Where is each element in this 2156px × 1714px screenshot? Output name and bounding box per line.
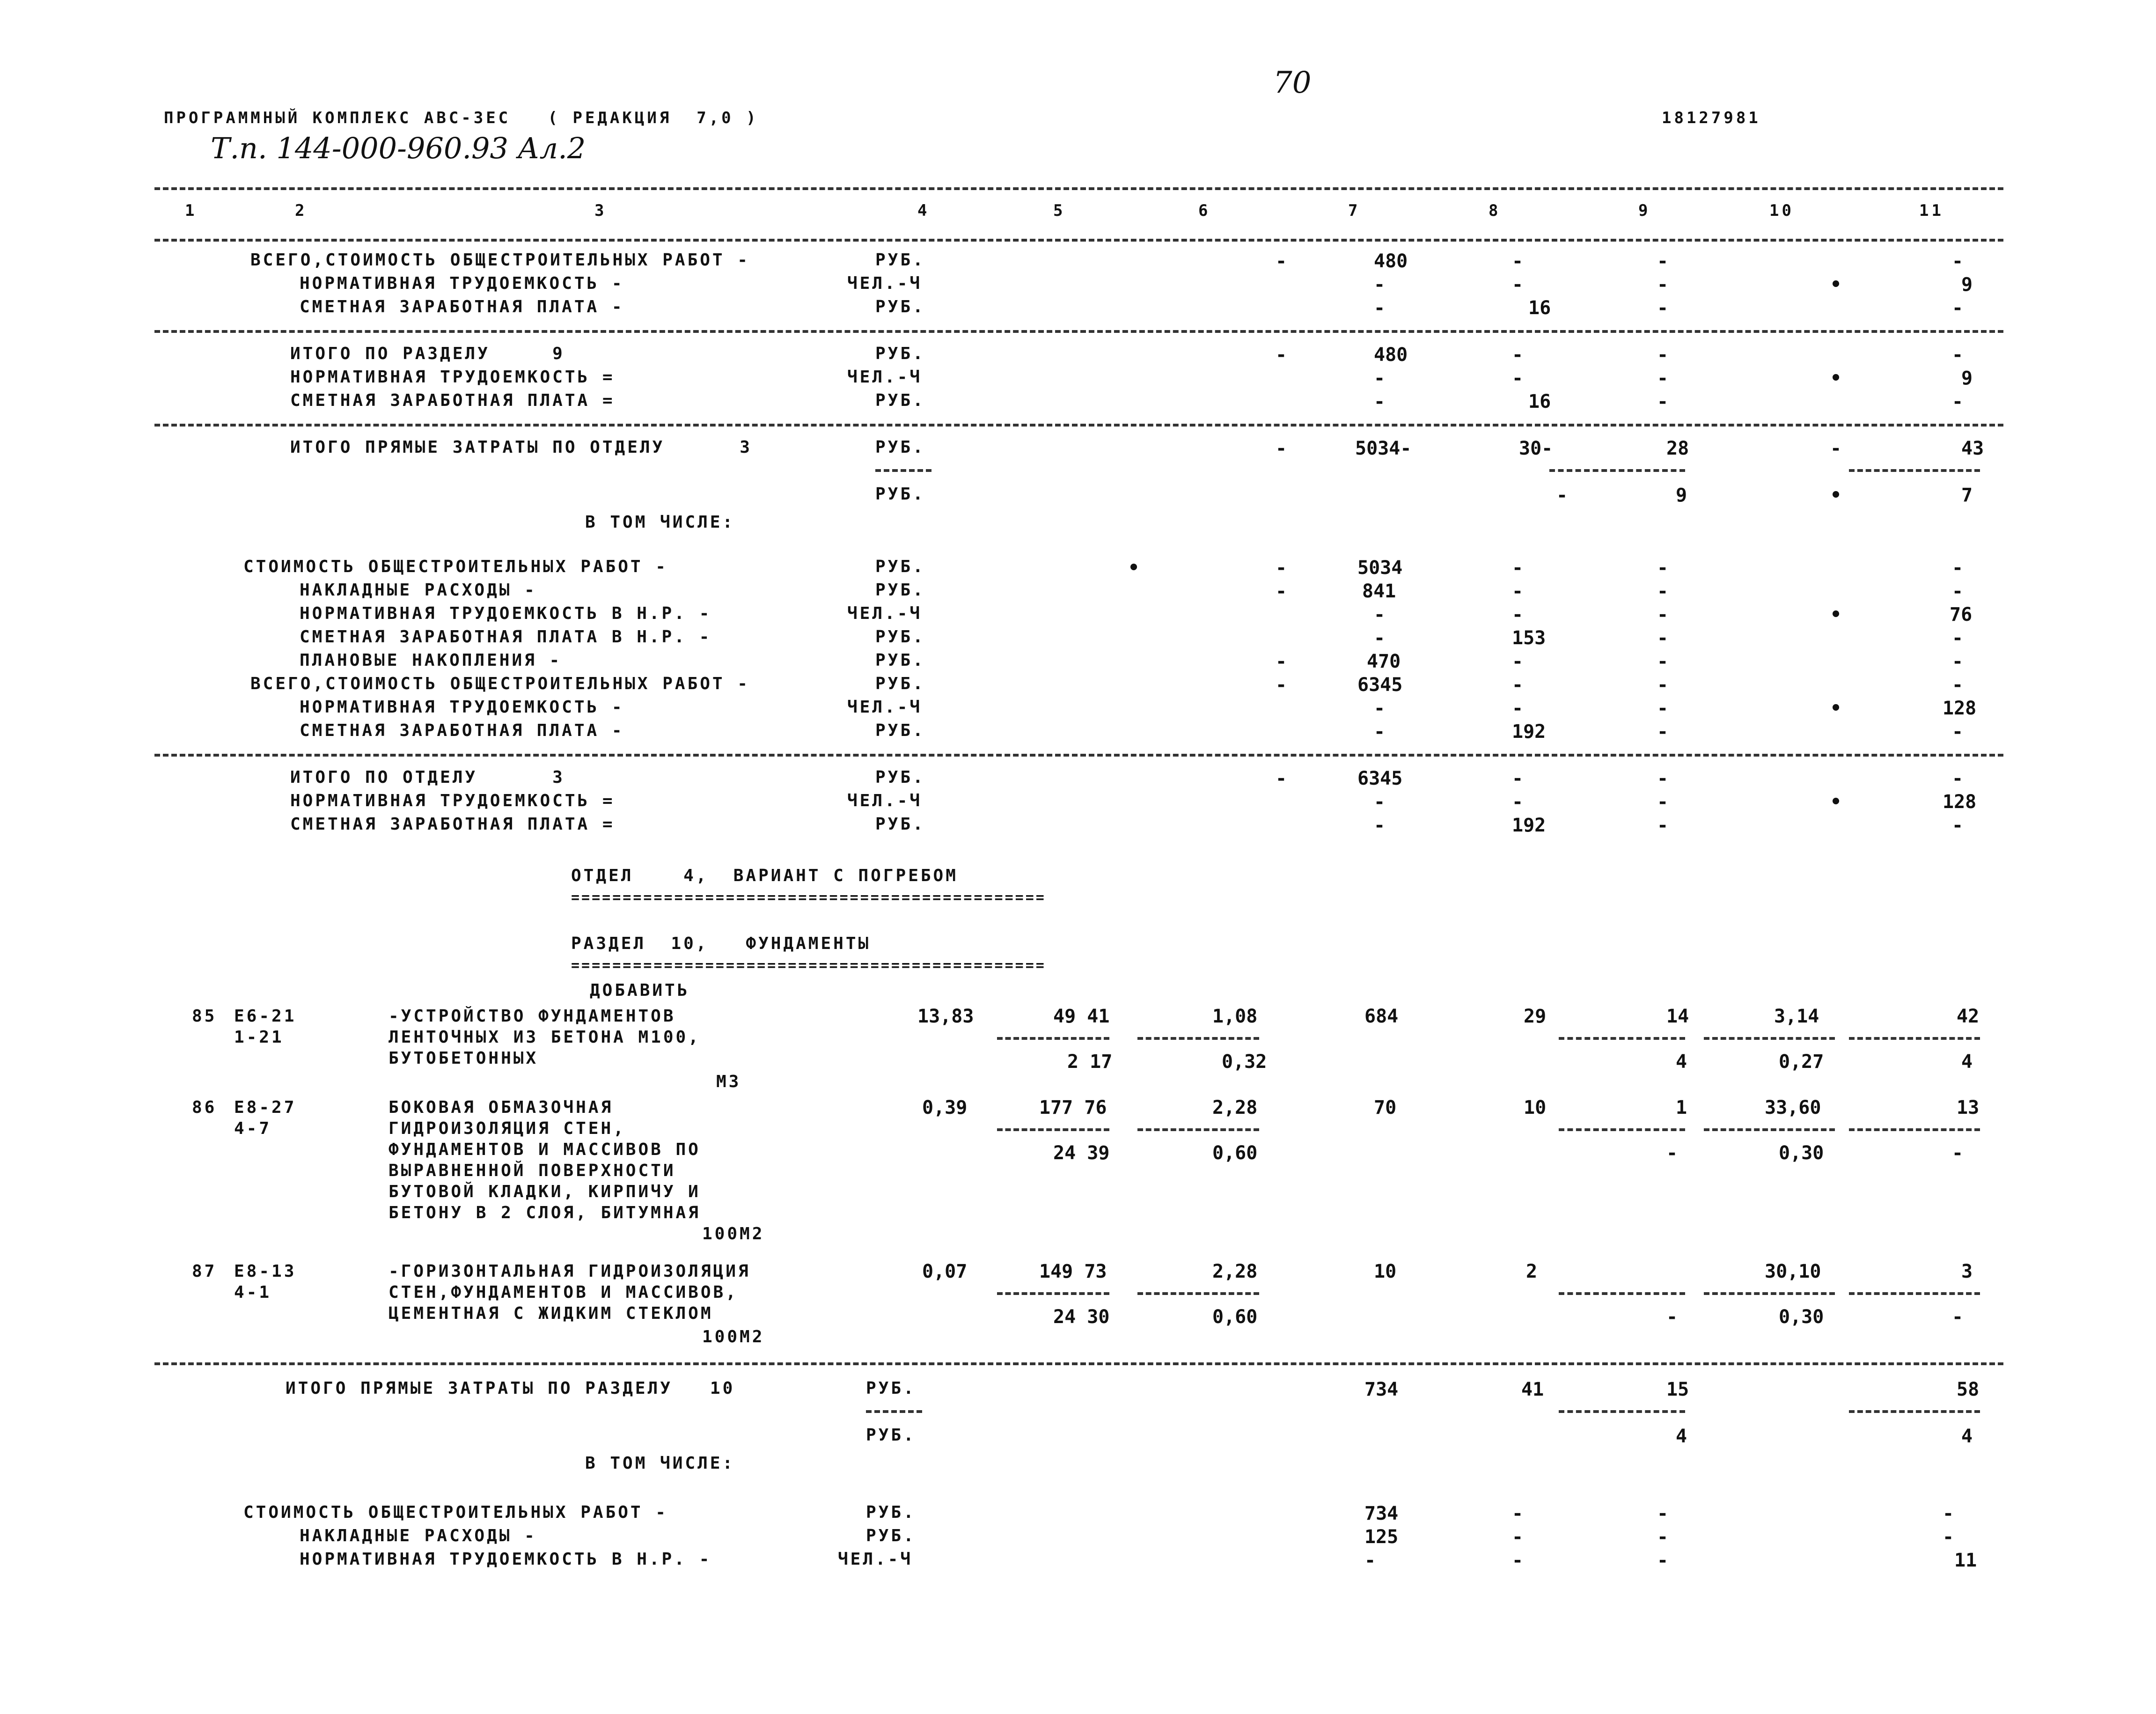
separator-line [997,1292,1109,1295]
cell-dash: - [1657,698,1669,719]
cell-c5: 24 39 [1053,1142,1110,1164]
item-description: -ГОРИЗОНТАЛЬНАЯ ГИДРОИЗОЛЯЦИЯ [389,1262,751,1281]
cell-c10: 33,60 [1765,1097,1821,1118]
cell-c4: 13,83 [917,1006,974,1027]
cell-dash: - [1657,791,1669,813]
cell-dash: - [1512,557,1524,579]
separator-line [1559,1292,1685,1295]
cell-dash: - [1512,581,1524,602]
row-label: СМЕТНАЯ ЗАРАБОТНАЯ ПЛАТА = [290,815,615,834]
cell-c10: 0,30 [1779,1142,1824,1164]
cell-dash: - [1657,627,1669,649]
cell-c11: 9 [1961,274,1973,295]
cell-dash: - [1952,768,1964,789]
cell-c11: 128 [1943,791,1977,813]
col-8: 8 [1489,201,1501,220]
cell-c7: 6345 [1357,768,1403,789]
cell-c4: 0,07 [922,1261,968,1282]
cell-dash: - [1374,297,1386,319]
cell-dash: - [1952,721,1964,743]
cell-dot: • [1830,368,1842,389]
row-unit: РУБ. [875,391,925,410]
cell-c7: 734 [1364,1379,1399,1400]
cell-dash: - [1276,651,1287,672]
cell-dash: - [1952,391,1964,412]
row-unit: ЧЕЛ.-Ч [847,604,923,623]
cell-c7: 684 [1364,1006,1399,1027]
cell-c6: 0,60 [1212,1306,1258,1328]
cell-dash: - [1657,1503,1669,1524]
row-unit: РУБ. [875,344,925,363]
cell-dash: - [1657,297,1669,319]
cell-dash: - [1952,1306,1964,1328]
row-unit: ЧЕЛ.-Ч [847,698,923,717]
cell-c9: 14 [1666,1006,1689,1027]
row-unit: РУБ. [875,721,925,740]
separator-line [1559,1037,1685,1040]
cell-dash: - [1364,1550,1376,1571]
cell-c7: 70 [1374,1097,1397,1118]
separator-line [1849,1292,1980,1295]
cell-c10: 0,27 [1779,1051,1824,1073]
row-unit: РУБ. [875,674,925,693]
cell-dash: - [1276,674,1287,696]
row-unit: РУБ. [875,815,925,834]
cell-dash: - [1952,250,1964,272]
cell-dash: - [1276,557,1287,579]
col-11: 11 [1919,201,1944,220]
cell-c11: 4 [1961,1426,1973,1447]
item-unit: 100М2 [702,1327,765,1346]
cell-c6: 1,08 [1212,1006,1258,1027]
row-label: НОРМАТИВНАЯ ТРУДОЕМКОСТЬ В Н.Р. - [300,604,712,623]
cell-c8: 2 [1526,1261,1538,1282]
cell-c7: 470 [1367,651,1401,672]
row-unit: РУБ. [866,1526,916,1545]
item-code-secondary: 4-1 [234,1283,272,1302]
cell-dash: - [1952,627,1964,649]
row-unit: ЧЕЛ.-Ч [847,791,923,810]
cell-dash: - [1276,581,1287,602]
cell-c9: 1 [1676,1097,1687,1118]
cell-dash: - [1512,368,1524,389]
cell-c7: 5034 [1357,557,1403,579]
row-label: НАКЛАДНЫЕ РАСХОДЫ - [300,581,537,600]
cell-c7: 125 [1364,1526,1399,1548]
row-label: СМЕТНАЯ ЗАРАБОТНАЯ ПЛАТА - [300,721,624,740]
cell-dash: - [1512,1550,1524,1571]
item-description: ФУНДАМЕНТОВ И МАССИВОВ ПО [389,1140,701,1159]
cell-dash: - [1276,250,1287,272]
row-label: СТОИМОСТЬ ОБЩЕСТРОИТЕЛЬНЫХ РАБОТ - [243,1503,668,1522]
cell-dash: - [1657,368,1669,389]
cell-dash: - [1374,604,1386,625]
item-description: ГИДРОИЗОЛЯЦИЯ СТЕН, [389,1119,626,1138]
separator-line [154,187,2003,190]
cell-c7: 5034- [1355,438,1412,459]
cell-dash: - [1556,485,1568,506]
row-label: НОРМАТИВНАЯ ТРУДОЕМКОСТЬ = [290,791,615,810]
row-unit: РУБ. [875,768,925,787]
item-number: 87 [192,1262,217,1281]
cell-dash: - [1657,1526,1669,1548]
cell-dash: - [1952,297,1964,319]
cell-c8: 30- [1519,438,1553,459]
row-unit: РУБ. [875,651,925,670]
cell-c7: 10 [1374,1261,1397,1282]
cell-c6: 0,32 [1222,1051,1267,1073]
cell-c5: 24 30 [1053,1306,1110,1328]
col-10: 10 [1769,201,1794,220]
col-4: 4 [917,201,930,220]
separator-line [1849,1037,1980,1040]
separator-line [1137,1292,1259,1295]
section-heading: РАЗДЕЛ 10, ФУНДАМЕНТЫ [571,934,871,953]
item-code-secondary: 4-7 [234,1119,272,1138]
cell-dot: • [1830,274,1842,295]
cell-dot: • [1128,557,1140,579]
cell-dash: - [1512,651,1524,672]
row-label: ИТОГО ПРЯМЫЕ ЗАТРАТЫ ПО ОТДЕЛУ 3 [290,438,752,457]
row-unit: РУБ. [866,1379,916,1398]
cell-c11: 43 [1961,438,1984,459]
item-code: Е8-27 [234,1098,297,1117]
cell-dash: - [1657,651,1669,672]
add-heading: ДОБАВИТЬ [590,981,690,1000]
item-description: БУТОБЕТОННЫХ [389,1049,539,1068]
row-unit: ЧЕЛ.-Ч [847,368,923,387]
cell-c11: 128 [1943,698,1977,719]
item-description: БУТОВОЙ КЛАДКИ, КИРПИЧУ И [389,1182,701,1201]
cell-dash: - [1374,791,1386,813]
separator-line [1137,1128,1259,1131]
item-description: ЛЕНТОЧНЫХ ИЗ БЕТОНА М100, [389,1028,701,1047]
department-heading: ОТДЕЛ 4, ВАРИАНТ С ПОГРЕБОМ [571,866,958,885]
cell-dot: • [1830,604,1842,625]
cell-dash: - [1666,1142,1678,1164]
separator-line [1137,1037,1259,1040]
separator-line [1559,1410,1685,1413]
cell-dash: - [1512,344,1524,366]
row-label: ВСЕГО,СТОИМОСТЬ ОБЩЕСТРОИТЕЛЬНЫХ РАБОТ - [250,674,750,693]
separator-line [875,469,931,472]
cell-dash: - [1952,581,1964,602]
separator-line [1559,1128,1685,1131]
cell-c11: 3 [1961,1261,1973,1282]
cell-c5: 49 41 [1053,1006,1110,1027]
col-7: 7 [1348,201,1361,220]
cell-dash: - [1657,391,1669,412]
row-label: ВСЕГО,СТОИМОСТЬ ОБЩЕСТРОИТЕЛЬНЫХ РАБОТ - [250,250,750,270]
cell-c11: 11 [1954,1550,1977,1571]
separator-line [997,1037,1109,1040]
cell-c8: 41 [1521,1379,1544,1400]
row-unit: РУБ. [875,250,925,270]
cell-dash: - [1374,627,1386,649]
cell-dash: - [1512,791,1524,813]
item-description: БОКОВАЯ ОБМАЗОЧНАЯ [389,1098,614,1117]
cell-dash: - [1952,674,1964,696]
cell-dot: • [1830,791,1842,813]
cell-dash: - [1657,815,1669,836]
cell-dash: - [1830,438,1842,459]
cell-c5: 149 73 [1039,1261,1107,1282]
cell-dash: - [1952,815,1964,836]
row-unit: РУБ. [875,581,925,600]
cell-c10: 30,10 [1765,1261,1821,1282]
row-unit: РУБ. [875,627,925,647]
cell-dash: - [1657,250,1669,272]
separator-line [1549,469,1685,472]
heading-underline: ============================================== [571,890,1046,906]
col-6: 6 [1198,201,1211,220]
separator-line [154,1362,2003,1365]
cell-dash: - [1666,1306,1678,1328]
cell-dash: - [1512,1503,1524,1524]
row-label: ИТОГО ПРЯМЫЕ ЗАТРАТЫ ПО РАЗДЕЛУ 10 [286,1379,735,1398]
item-description: ЦЕМЕНТНАЯ С ЖИДКИМ СТЕКЛОМ [389,1304,713,1323]
item-description: СТЕН,ФУНДАМЕНТОВ И МАССИВОВ, [389,1283,738,1302]
cell-dash: - [1374,815,1386,836]
cell-c11: 58 [1957,1379,1980,1400]
item-code-secondary: 1-21 [234,1028,284,1047]
cell-dash: - [1512,604,1524,625]
cell-c9: 4 [1676,1426,1687,1447]
row-label: НОРМАТИВНАЯ ТРУДОЕМКОСТЬ - [300,274,624,293]
item-unit: 100М2 [702,1224,765,1243]
cell-c11: 7 [1961,485,1973,506]
item-code: Е6-21 [234,1007,297,1026]
cell-dash: - [1657,604,1669,625]
cell-dash: - [1512,674,1524,696]
separator-line [1849,1128,1980,1131]
cell-dash: - [1943,1526,1954,1548]
including-label: В ТОМ ЧИСЛЕ: [585,513,735,532]
cell-dash: - [1657,1550,1669,1571]
row-label: НОРМАТИВНАЯ ТРУДОЕМКОСТЬ = [290,368,615,387]
cell-dash: - [1374,721,1386,743]
cell-c10: 0,30 [1779,1306,1824,1328]
cell-c7: 480 [1374,344,1408,366]
col-1: 1 [185,201,198,220]
cell-dash: - [1657,768,1669,789]
cell-dash: - [1374,391,1386,412]
cell-c8: 29 [1524,1006,1547,1027]
separator-line [1704,1037,1835,1040]
row-label: НОРМАТИВНАЯ ТРУДОЕМКОСТЬ В Н.Р. - [300,1550,712,1569]
row-unit: РУБ. [875,438,925,457]
cell-dash: - [1657,721,1669,743]
item-unit: М3 [716,1072,741,1091]
cell-dash: - [1374,698,1386,719]
cell-c8: 192 [1512,721,1546,743]
cell-c8: 153 [1512,627,1546,649]
document-id: 18127981 [1662,109,1761,127]
row-label: СМЕТНАЯ ЗАРАБОТНАЯ ПЛАТА В Н.Р. - [300,627,712,647]
row-label: НОРМАТИВНАЯ ТРУДОЕМКОСТЬ - [300,698,624,717]
cell-c8: 192 [1512,815,1546,836]
cell-c7: 6345 [1357,674,1403,696]
program-header: ПРОГРАММНЫЙ КОМПЛЕКС АВС-3ЕС ( РЕДАКЦИЯ 7,0 ) [164,109,759,127]
page-number: 70 [1273,66,1312,100]
cell-dash: - [1512,768,1524,789]
separator-line [866,1410,922,1413]
cell-c6: 2,28 [1212,1261,1258,1282]
cell-c11: 9 [1961,368,1973,389]
cell-dash: - [1943,1503,1954,1524]
cell-c7: 734 [1364,1503,1399,1524]
col-5: 5 [1053,201,1066,220]
cell-c9: 9 [1676,485,1687,506]
row-label: ИТОГО ПО РАЗДЕЛУ 9 [290,344,565,363]
cell-dash: - [1512,698,1524,719]
row-unit: ЧЕЛ.-Ч [838,1550,913,1569]
cell-dash: - [1657,557,1669,579]
separator-line [1849,1410,1980,1413]
separator-line [997,1128,1109,1131]
separator-line [1704,1292,1835,1295]
row-unit: РУБ. [875,485,925,504]
cell-dash: - [1657,581,1669,602]
col-9: 9 [1638,201,1651,220]
row-label: ПЛАНОВЫЕ НАКОПЛЕНИЯ - [300,651,562,670]
col-3: 3 [594,201,607,220]
cell-c7: 841 [1362,581,1396,602]
cell-c10: 3,14 [1774,1006,1819,1027]
cell-dash: - [1276,768,1287,789]
item-code: Е8-13 [234,1262,297,1281]
cell-c11: 4 [1961,1051,1973,1073]
cell-dash: - [1374,274,1386,295]
cell-dash: - [1657,344,1669,366]
cell-dash: - [1512,250,1524,272]
cell-c6: 0,60 [1212,1142,1258,1164]
cell-dot: • [1830,698,1842,719]
heading-underline: ============================================== [571,957,1046,974]
cell-c11: 42 [1957,1006,1980,1027]
cell-dash: - [1952,557,1964,579]
item-description: БЕТОНУ В 2 СЛОЯ, БИТУМНАЯ [389,1203,701,1222]
separator-line [1704,1128,1835,1131]
row-label: СМЕТНАЯ ЗАРАБОТНАЯ ПЛАТА - [300,297,624,316]
cell-c5: 2 17 [1067,1051,1113,1073]
cell-dash: - [1952,651,1964,672]
item-number: 85 [192,1007,217,1026]
row-label: ИТОГО ПО ОТДЕЛУ 3 [290,768,565,787]
cell-dash: - [1374,368,1386,389]
cell-dot: • [1830,485,1842,506]
cell-dash: - [1657,674,1669,696]
cell-c8: 10 [1524,1097,1547,1118]
cell-c8: 16 [1528,297,1551,319]
row-label: СМЕТНАЯ ЗАРАБОТНАЯ ПЛАТА = [290,391,615,410]
separator-line [1849,469,1980,472]
cell-c8: 16 [1528,391,1551,412]
separator-line [154,239,2003,242]
row-label: НАКЛАДНЫЕ РАСХОДЫ - [300,1526,537,1545]
cell-c9: 4 [1676,1051,1687,1073]
cell-c9: 28 [1666,438,1689,459]
separator-line [154,424,2003,427]
cell-c7: 480 [1374,250,1408,272]
cell-c11: 76 [1950,604,1973,625]
col-2: 2 [295,201,308,220]
row-label: СТОИМОСТЬ ОБЩЕСТРОИТЕЛЬНЫХ РАБОТ - [243,557,668,576]
cell-dash: - [1276,344,1287,366]
including-label: В ТОМ ЧИСЛЕ: [585,1454,735,1473]
cell-dash: - [1512,1526,1524,1548]
separator-line [154,330,2003,333]
item-description: -УСТРОЙСТВО ФУНДАМЕНТОВ [389,1007,676,1026]
cell-c5: 177 76 [1039,1097,1107,1118]
handwritten-reference: Т.п. 144-000-960.93 Ал.2 [211,131,586,165]
cell-c6: 2,28 [1212,1097,1258,1118]
cell-c4: 0,39 [922,1097,968,1118]
item-number: 86 [192,1098,217,1117]
row-unit: РУБ. [866,1503,916,1522]
row-unit: РУБ. [875,297,925,316]
cell-c9: 15 [1666,1379,1689,1400]
cell-dash: - [1276,438,1287,459]
row-unit: ЧЕЛ.-Ч [847,274,923,293]
row-unit: РУБ. [875,557,925,576]
cell-dash: - [1952,1142,1964,1164]
cell-c11: 13 [1957,1097,1980,1118]
row-unit: РУБ. [866,1426,916,1445]
cell-dash: - [1512,274,1524,295]
cell-dash: - [1657,274,1669,295]
item-description: ВЫРАВНЕННОЙ ПОВЕРХНОСТИ [389,1161,676,1180]
separator-line [154,754,2003,757]
cell-dash: - [1952,344,1964,366]
